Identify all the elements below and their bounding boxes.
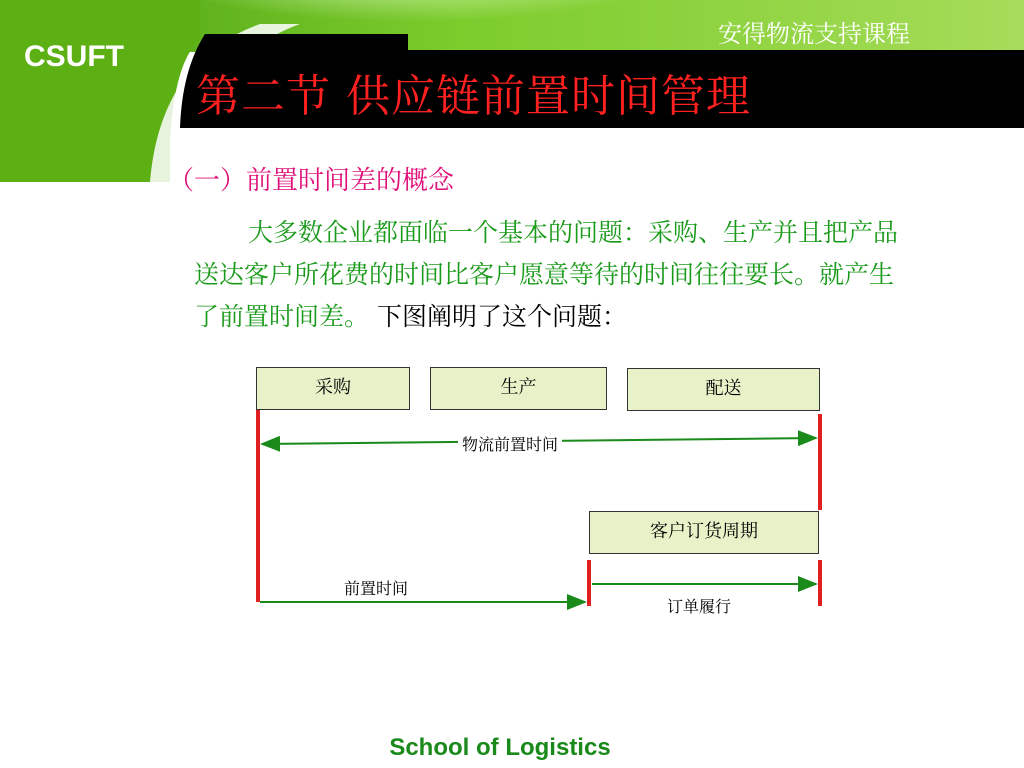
logistics-lead-time-label: 物流前置时间 (458, 432, 562, 455)
course-name: 安得物流支持课程 (718, 20, 910, 48)
page-title: 第二节 供应链前置时间管理 (196, 71, 751, 122)
logo-text: CSUFT (24, 40, 124, 73)
stage-box-distribution: 配送 (627, 368, 820, 411)
stage-box-production: 生产 (430, 367, 607, 410)
paragraph-line-3: 了前置时间差。 下图阐明了这个问题： (194, 302, 627, 331)
order-fulfillment-label: 订单履行 (667, 597, 732, 616)
paragraph-line-2: 送达客户所花费的时间比客户愿意等待的时间往往要长。就产生 (194, 260, 895, 289)
customer-order-cycle-box: 客户订货周期 (589, 511, 819, 554)
paragraph-line-1: 大多数企业都面临一个基本的问题：采购、生产并且把产品 (248, 218, 899, 247)
stage-box-procurement: 采购 (256, 367, 410, 410)
lead-time-label: 前置时间 (344, 579, 409, 598)
section-heading: （一）前置时间差的概念 (168, 166, 455, 196)
footer-text: School of Logistics (389, 734, 611, 761)
